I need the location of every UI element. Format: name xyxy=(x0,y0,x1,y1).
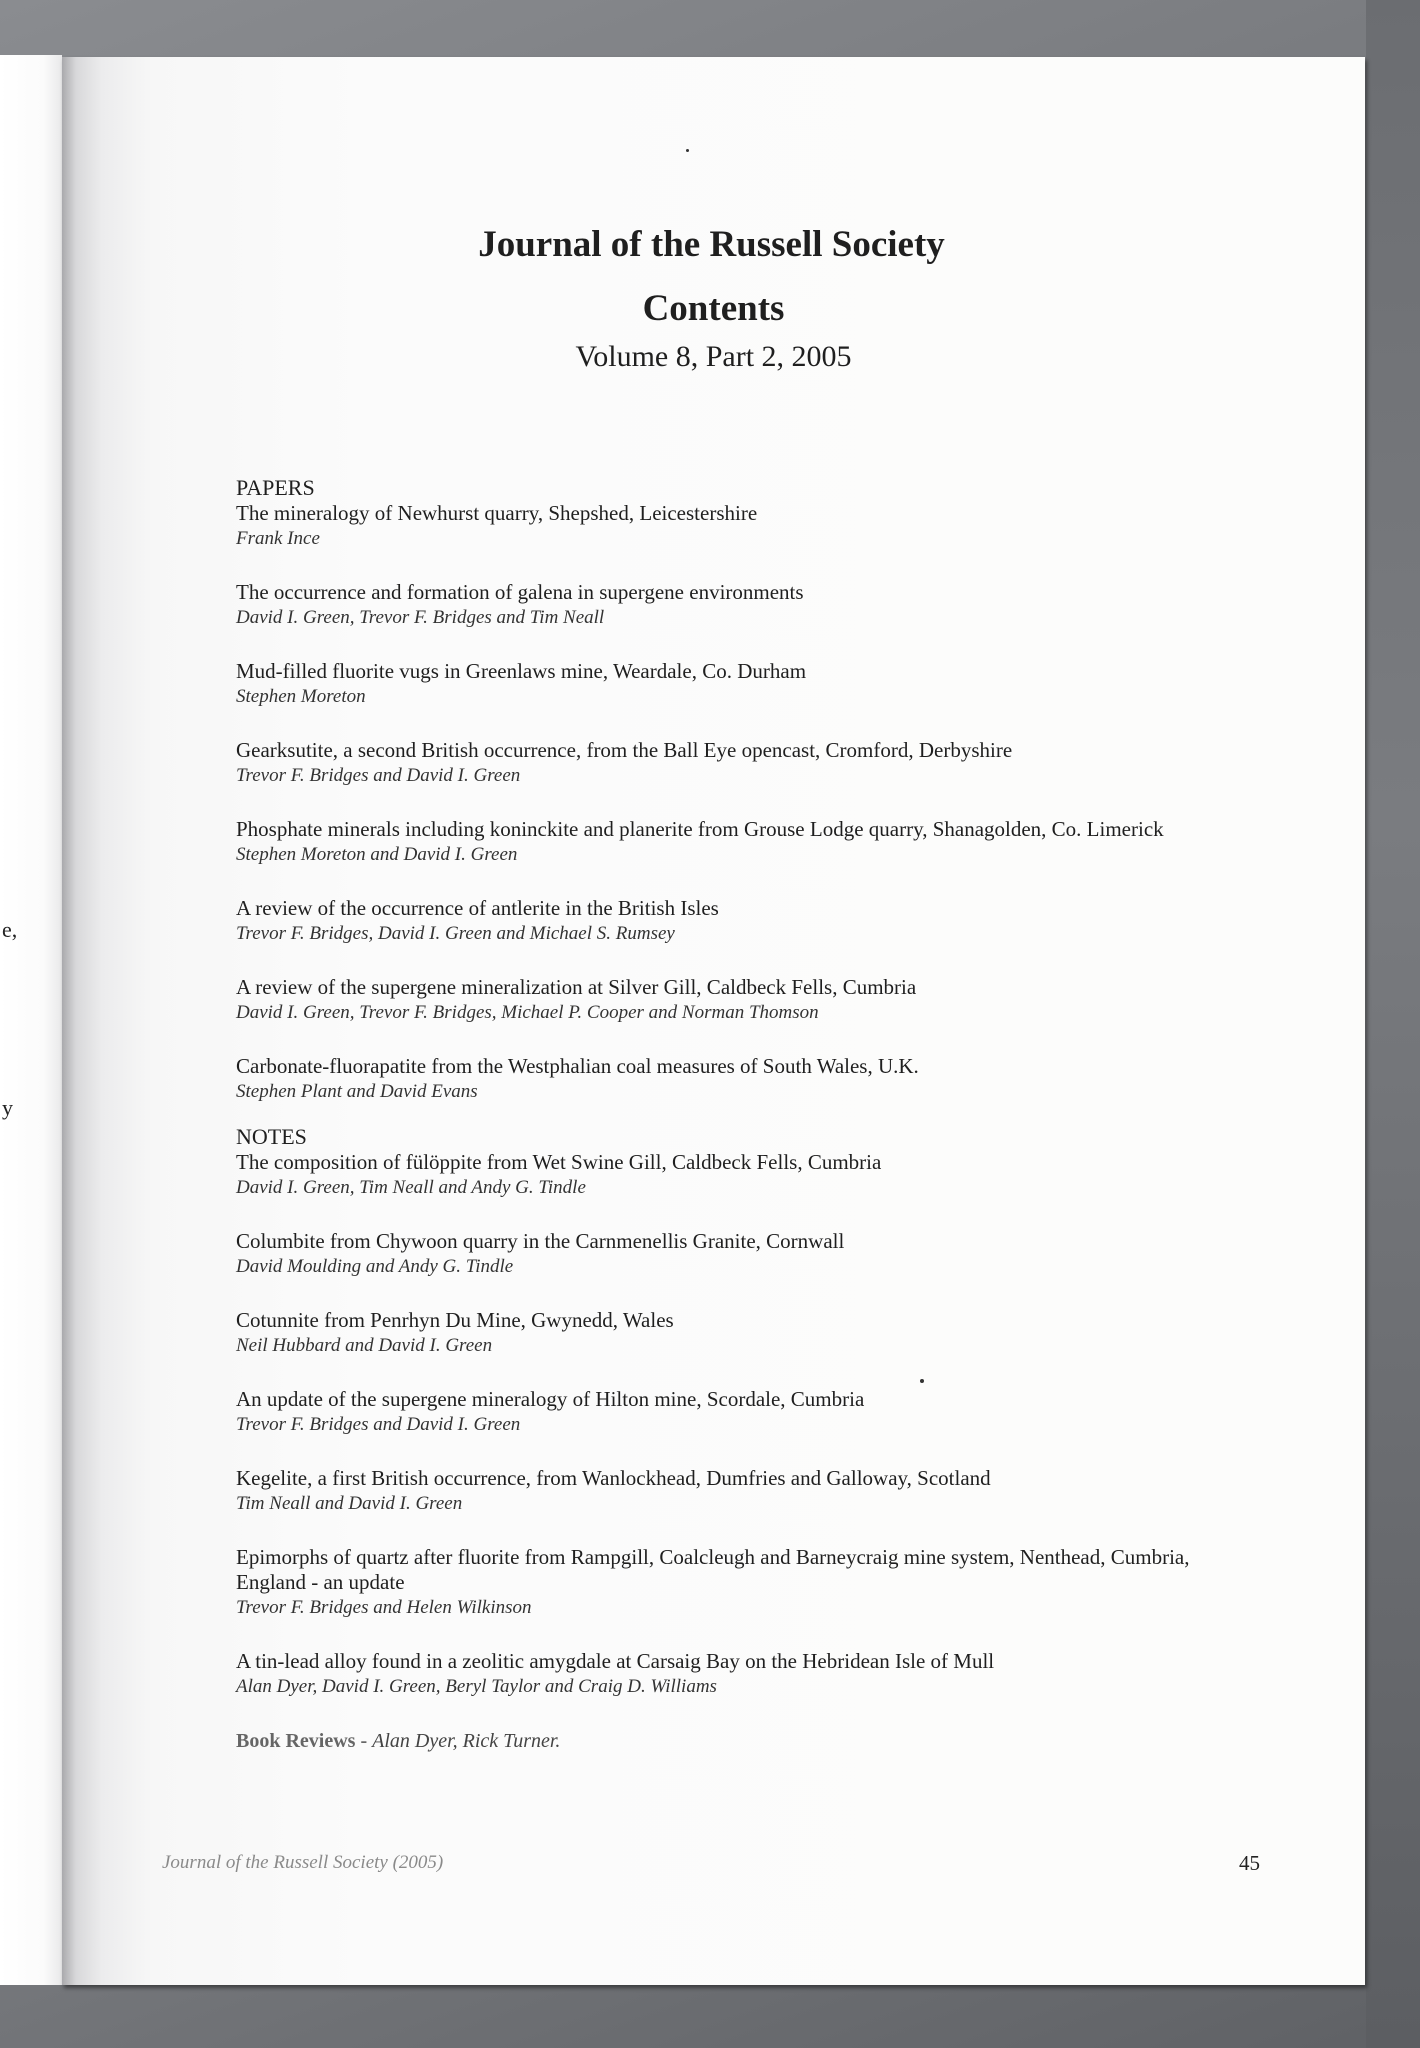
entry-authors: Alan Dyer, David I. Green, Beryl Taylor and Craig D. Williams xyxy=(236,1676,717,1697)
page-number: 45 xyxy=(1239,1851,1260,1875)
entry-title: Kegelite, a first British occurrence, from Wanlockhead, Dumfries and Galloway, Scotland xyxy=(236,1466,991,1490)
toc-entry xyxy=(236,896,1356,946)
section-notes xyxy=(236,1124,1356,1699)
book-reviews-authors: Alan Dyer, Rick Turner. xyxy=(372,1730,561,1752)
entry-authors: Trevor F. Bridges, David I. Green and Michael S. Rumsey xyxy=(236,923,675,944)
toc-entry xyxy=(236,1545,1356,1620)
paper-speck xyxy=(686,149,689,152)
facing-page-fragment: e, xyxy=(2,917,18,942)
section-papers xyxy=(236,475,1356,1104)
entry-title: The composition of fülöppite from Wet Swine Gill, Caldbeck Fells, Cumbria xyxy=(236,1150,882,1174)
entry-authors: David I. Green, Trevor F. Bridges, Michael P. Cooper and Norman Thomson xyxy=(236,1002,819,1023)
entry-authors: Tim Neall and David I. Green xyxy=(236,1493,463,1514)
entry-title: A review of the supergene mineralization at Silver Gill, Caldbeck Fells, Cumbria xyxy=(236,975,917,999)
entry-title: Gearksutite, a second British occurrence, from the Ball Eye opencast, Cromford, Derbyshire xyxy=(236,738,1013,762)
toc-entry xyxy=(236,1229,1356,1279)
entry-title: Columbite from Chywoon quarry in the Carnmenellis Granite, Cornwall xyxy=(236,1229,845,1253)
entry-title: A tin-lead alloy found in a zeolitic amygdale at Carsaig Bay on the Hebridean Isle of Mull xyxy=(236,1649,995,1673)
toc-entry xyxy=(236,1150,1356,1200)
footer-journal-citation: Journal of the Russell Society (2005) xyxy=(162,1852,444,1873)
entry-title: Cotunnite from Penrhyn Du Mine, Gwynedd, Wales xyxy=(236,1308,674,1332)
toc-entry xyxy=(236,1649,1356,1699)
book-reviews-label: Book Reviews - xyxy=(236,1730,373,1752)
book-reviews xyxy=(236,1728,1356,1754)
toc-entry xyxy=(236,738,1356,788)
entry-title: An update of the supergene mineralogy of Hilton mine, Scordale, Cumbria xyxy=(236,1387,865,1411)
facing-page-fragment: y xyxy=(2,1095,13,1120)
toc-entry xyxy=(236,1308,1356,1358)
entry-title: Phosphate minerals including koninckite and planerite from Grouse Lodge quarry, Shanagolden, Co. Limerick xyxy=(236,817,1164,841)
entry-authors: Trevor F. Bridges and David I. Green xyxy=(236,1414,521,1435)
section-title: NOTES xyxy=(236,1124,307,1149)
entry-authors: Stephen Plant and David Evans xyxy=(236,1081,478,1102)
volume-info: Volume 8, Part 2, 2005 xyxy=(575,340,852,373)
contents-page xyxy=(62,57,1365,1985)
section-title: PAPERS xyxy=(236,475,315,500)
entry-authors: David Moulding and Andy G. Tindle xyxy=(236,1256,514,1277)
facing-page-edge xyxy=(0,55,62,1985)
journal-title: Journal of the Russell Society xyxy=(478,224,945,265)
entry-title: Carbonate-fluorapatite from the Westphalian coal measures of South Wales, U.K. xyxy=(236,1054,919,1078)
table-of-contents xyxy=(236,475,1356,1754)
toc-entry xyxy=(236,817,1356,867)
entry-authors: Stephen Moreton and David I. Green xyxy=(236,844,518,865)
entry-title: Epimorphs of quartz after fluorite from Rampgill, Coalcleugh and Barneycraig mine system, Nenthead, Cumbria, England - an update xyxy=(236,1545,1190,1594)
entry-authors: Stephen Moreton xyxy=(236,686,366,707)
toc-entry xyxy=(236,501,1356,551)
toc-entry xyxy=(236,1466,1356,1516)
entry-authors: Frank Ince xyxy=(236,528,320,549)
paper-speck xyxy=(920,1379,924,1383)
entry-authors: Trevor F. Bridges and Helen Wilkinson xyxy=(236,1597,532,1618)
entry-title: Mud-filled fluorite vugs in Greenlaws mine, Weardale, Co. Durham xyxy=(236,659,807,683)
entry-title: The occurrence and formation of galena in supergene environments xyxy=(236,580,804,604)
toc-entry xyxy=(236,975,1356,1025)
entry-authors: David I. Green, Tim Neall and Andy G. Tindle xyxy=(236,1177,586,1198)
backdrop xyxy=(1366,0,1420,2048)
toc-entry xyxy=(236,1054,1356,1104)
toc-entry xyxy=(236,1387,1356,1437)
entry-title: The mineralogy of Newhurst quarry, Shepshed, Leicestershire xyxy=(236,501,758,525)
toc-entry xyxy=(236,580,1356,630)
entry-authors: Trevor F. Bridges and David I. Green xyxy=(236,765,521,786)
toc-entry xyxy=(236,659,1356,709)
entry-authors: David I. Green, Trevor F. Bridges and Tim Neall xyxy=(236,607,605,628)
entry-authors: Neil Hubbard and David I. Green xyxy=(236,1335,493,1356)
contents-heading: Contents xyxy=(642,288,785,329)
entry-title: A review of the occurrence of antlerite in the British Isles xyxy=(236,896,719,920)
